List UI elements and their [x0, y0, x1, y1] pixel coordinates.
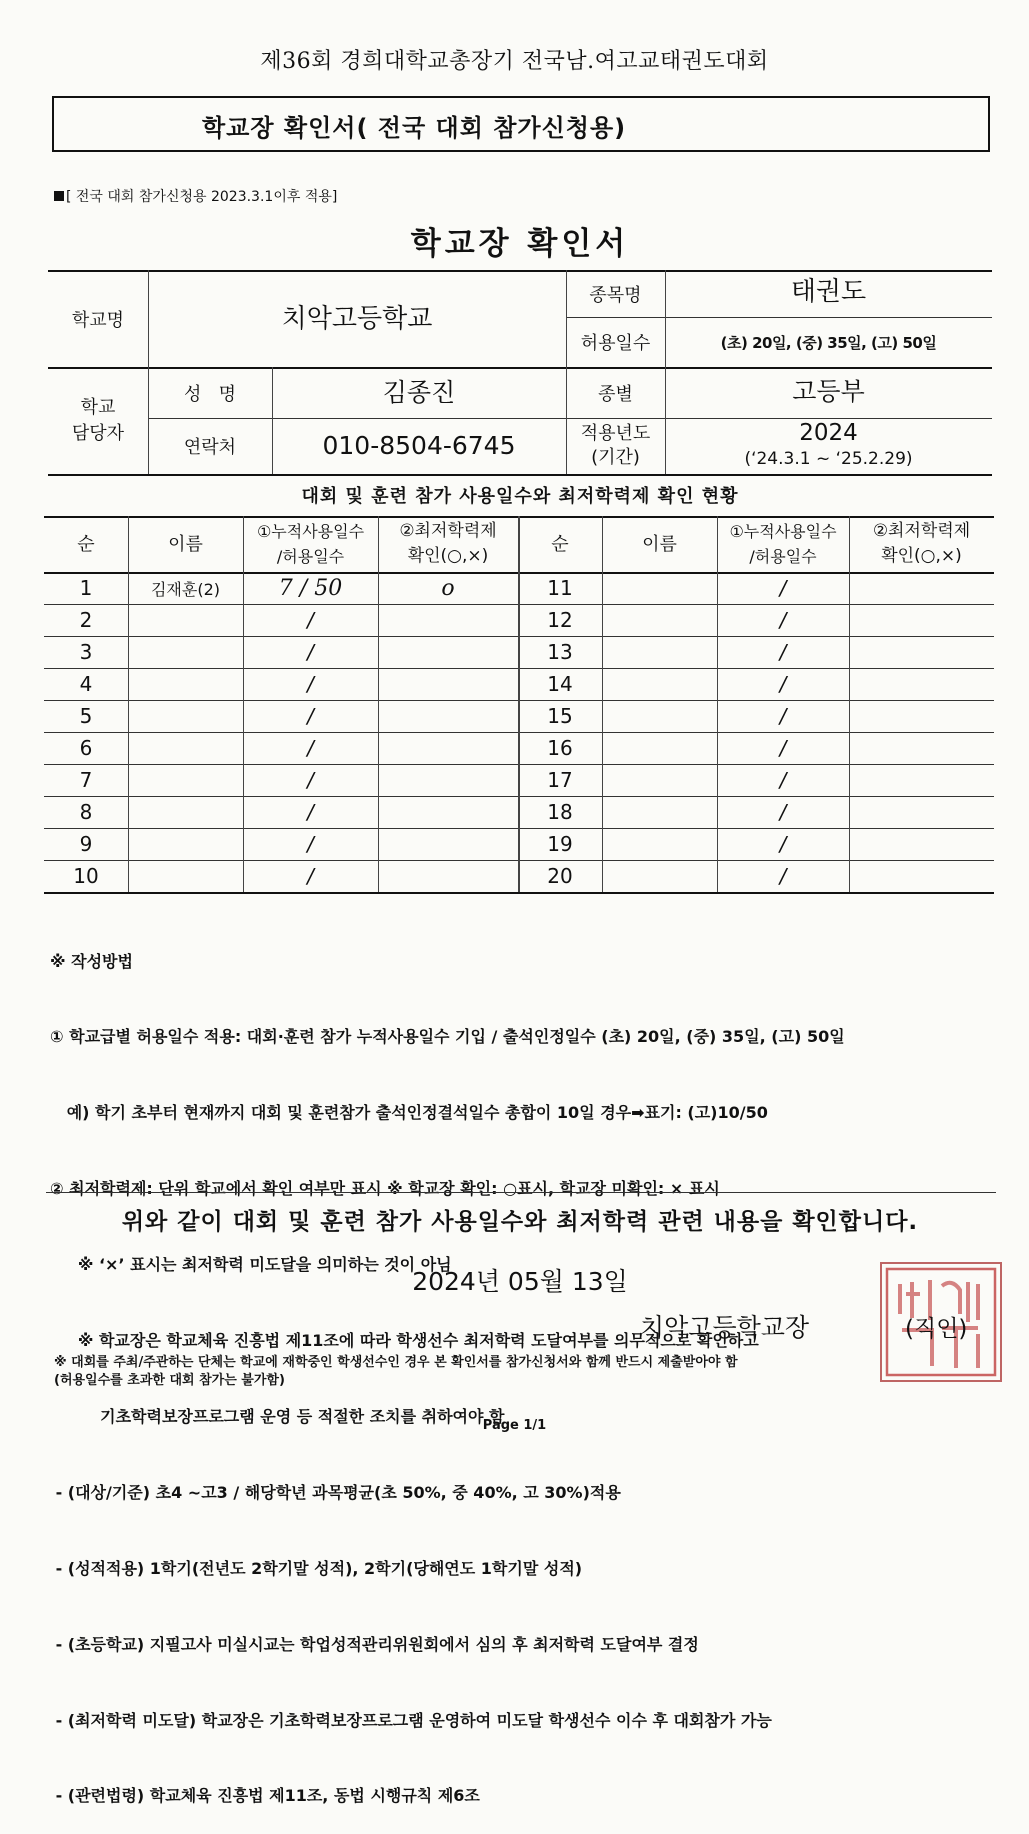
table-row-no: 2 [79, 608, 93, 632]
allowed-value: (초) 20일, (중) 35일, (고) 50일 [720, 333, 937, 352]
square-bullet-icon [54, 191, 64, 201]
table-row-check: o [441, 575, 455, 601]
header-no: 순 [551, 533, 569, 555]
note-line: ① 학교급별 허용일수 적용: 대회·훈련 참가 누적사용일수 기입 / 출석인정일수 (초) 20일, (중) 35일, (고) 50일 [50, 1027, 845, 1047]
table-row-days: / [307, 608, 314, 632]
table-row-days: / [307, 832, 314, 856]
phone-label: 연락처 [183, 437, 237, 458]
table-row-no: 17 [547, 768, 573, 792]
table-row-days: / [307, 640, 314, 664]
year-label [566, 418, 665, 474]
apply-note [54, 186, 337, 206]
table-row-days: / [779, 608, 787, 632]
rule [44, 892, 994, 894]
rule [602, 516, 603, 892]
header-check [849, 516, 994, 572]
table-row-no: 15 [547, 704, 573, 728]
table-row-no: 11 [547, 576, 573, 600]
table-row-days: / [307, 864, 314, 888]
header-name: 이름 [168, 533, 203, 555]
status-title: 대회 및 훈련 참가 사용일수와 최저학력제 확인 현황 [301, 486, 739, 507]
table-row-days: / [779, 768, 787, 792]
table-row-days: / [779, 800, 787, 824]
doc-title: 학교장 확인서 [410, 226, 630, 262]
header-name: 이름 [642, 533, 677, 555]
phone-value: 010-8504-6745 [322, 430, 516, 460]
period-value: (‘24.3.1 ~ ‘25.2.29) [744, 449, 913, 469]
note-line: - (성적적용) 1학기(전년도 2학기말 성적), 2학기(당해연도 1학기말 성적) [50, 1558, 583, 1578]
table-row-no: 3 [79, 640, 93, 664]
header-days-line-2: /허용일수 [749, 547, 817, 566]
year-label-line-1: 적용년도 [580, 423, 651, 444]
table-row-no: 6 [79, 736, 93, 760]
table-row-no: 12 [547, 608, 573, 632]
header-check-line-1: ②최저학력제 [872, 521, 971, 541]
table-row-no: 20 [547, 864, 573, 888]
issue-date: 2024년 05월 13일 [412, 1267, 628, 1296]
box-title: 학교장 확인서( 전국 대회 참가신청용) [202, 114, 627, 142]
footnote [54, 1354, 738, 1390]
table-row-days: 7 / 50 [278, 575, 343, 601]
header-days-line-2: /허용일수 [276, 547, 345, 566]
header-days [717, 516, 849, 572]
seal-label: (직인) [905, 1316, 968, 1342]
division-label: 종별 [598, 383, 633, 405]
document-title-box [52, 96, 990, 152]
header-check-line-2: 확인(○,×) [881, 546, 962, 566]
table-row-days: / [307, 800, 314, 824]
table-row-no: 7 [79, 768, 93, 792]
table-row-no: 5 [79, 704, 93, 728]
note-line: ② 최저학력제: 단위 학교에서 확인 여부만 표시 ※ 학교장 확인: ○표시, 학교장 미확인: × 표시 [50, 1179, 720, 1199]
division-value: 고등부 [792, 376, 865, 406]
table-row-name: 김재훈(2) [150, 579, 221, 599]
table-row-no: 19 [547, 832, 573, 856]
note-line: - (초등학교) 지필고사 미실시교는 학업성적관리위원회에서 심의 후 최저학력 도달여부 결정 [50, 1634, 699, 1654]
header-check-line-2: 확인(○,×) [407, 546, 489, 566]
note-line: ※ 작성방법 [50, 951, 133, 971]
rule [48, 474, 992, 476]
table-row-days: / [779, 736, 787, 760]
contact-label [48, 367, 148, 474]
name-value: 김종진 [382, 377, 456, 407]
table-row-no: 18 [547, 800, 573, 824]
header-days-line-1: ①누적사용일수 [256, 522, 365, 541]
school-label: 학교명 [71, 309, 125, 331]
table-row-no: 1 [79, 576, 93, 600]
table-row-days: / [779, 864, 787, 888]
header-days [243, 516, 378, 572]
table-row-days: / [779, 832, 787, 856]
table-row-days: / [307, 672, 314, 696]
allowed-label: 허용일수 [580, 333, 651, 354]
table-row-days: / [307, 768, 314, 792]
header-no: 순 [77, 533, 95, 555]
year-label-line-2: (기간) [591, 447, 640, 468]
principal-name: 치악고등학교장 [640, 1313, 810, 1342]
note-line: ※ 학교장은 학교체육 진흥법 제11조에 따라 학생선수 최저학력 도달여부를 의무적으로 확인하고 [50, 1331, 759, 1351]
table-row-days: / [307, 736, 314, 760]
sport-value: 태권도 [790, 277, 867, 307]
sport-label: 종목명 [589, 284, 642, 306]
table-row-no: 4 [79, 672, 93, 696]
table-row-no: 9 [79, 832, 93, 856]
table-row-no: 8 [79, 800, 93, 824]
note-line: ※ ‘×’ 표시는 최저학력 미도달을 의미하는 것이 아님 [50, 1255, 452, 1275]
table-row-no: 10 [73, 864, 99, 888]
table-row-days: / [779, 576, 787, 600]
footnote-line-2: (허용일수를 초과한 대회 참가는 불가함) [54, 1373, 285, 1388]
header-check [378, 516, 518, 572]
table-row-days: / [307, 704, 314, 728]
contact-label-line-1: 학교 [80, 396, 116, 418]
footnote-line-1: ※ 대회를 주최/주관하는 단체는 학교에 재학중인 학생선수인 경우 본 확인서를 참가신청서와 함께 반드시 제출받아야 함 [54, 1355, 738, 1370]
school-value: 치악고등학교 [281, 303, 433, 334]
confirmation-statement: 위와 같이 대회 및 훈련 참가 사용일수와 최저학력 관련 내용을 확인합니다. [121, 1209, 919, 1235]
note-line: - (최저학력 미도달) 학교장은 기초학력보장프로그램 운영하여 미도달 학생선수 이수 후 대회참가 가능 [50, 1710, 772, 1730]
note-line: 기초학력보장프로그램 운영 등 적절한 조치를 취하여야 함 [50, 1406, 505, 1426]
table-row-days: / [779, 640, 787, 664]
apply-note-text: [ 전국 대회 참가신청용 2023.3.1이후 적용] [66, 189, 338, 205]
note-line: - (관련법령) 학교체육 진흥법 제11조, 동법 시행규칙 제6조 [50, 1786, 480, 1806]
table-row-days: / [779, 704, 787, 728]
name-label: 성 명 [184, 383, 236, 405]
year-value: 2024 [799, 420, 858, 446]
contact-label-line-2: 담당자 [71, 422, 125, 444]
table-row-no: 13 [547, 640, 573, 664]
table-row-no: 14 [547, 672, 573, 696]
page-number: Page 1/1 [482, 1418, 547, 1433]
note-line: 예) 학기 초부터 현재까지 대회 및 훈련참가 출석인정결석일수 총합이 10일 경우➡표기: (고)10/50 [50, 1103, 768, 1123]
table-row-no: 16 [547, 736, 573, 760]
year-value-cell [665, 418, 992, 474]
rule [849, 516, 850, 892]
header-check-line-1: ②최저학력제 [399, 521, 497, 541]
header-days-line-1: ①누적사용일수 [729, 522, 837, 541]
table-row-days: / [779, 672, 787, 696]
event-title: 제36회 경희대학교총장기 전국남.여고교태권도대회 [260, 49, 769, 74]
note-line: - (대상/기준) 초4 ~고3 / 해당학년 과목평균(초 50%, 중 40%, 고 30%)적용 [50, 1482, 621, 1502]
rule [46, 1192, 996, 1193]
